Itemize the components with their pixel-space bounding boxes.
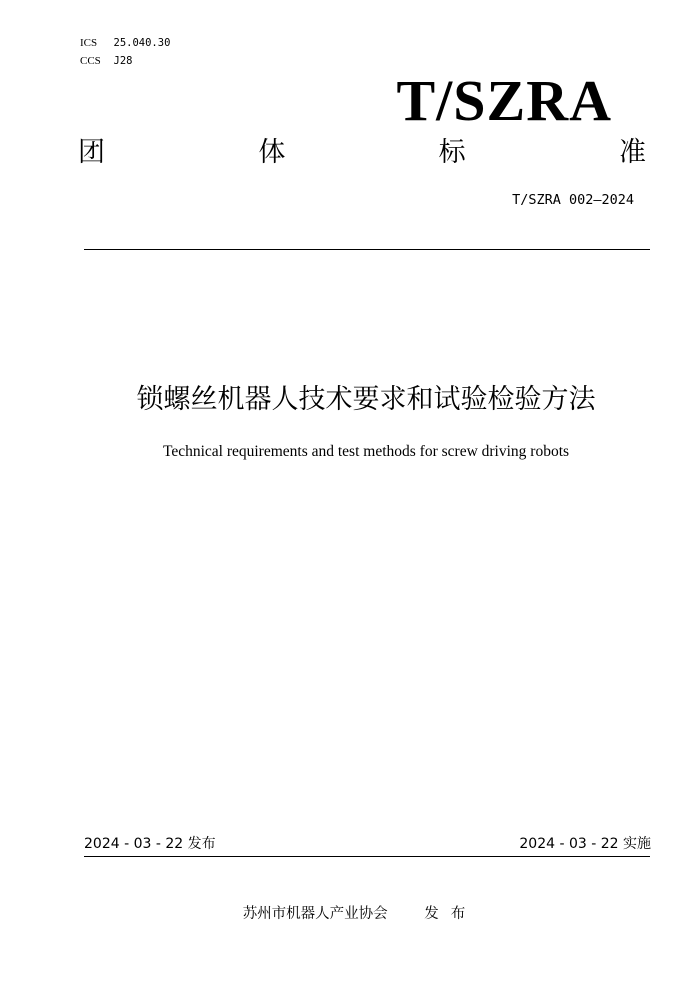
standard-type-heading [78,136,646,170]
issuer-action: 发布 [424,906,478,922]
standard-type-char: 体 [258,137,286,168]
ccs-value: J28 [113,55,133,67]
standard-code-logo: T/SZRA [396,68,612,133]
document-title-zh: 锁螺丝机器人技术要求和试验检验方法 [136,384,596,415]
ics-value: 25.040.30 [113,37,171,49]
issuer-name: 苏州市机器人产业协会 [242,906,388,922]
classification-block [80,34,170,70]
standard-type-char: 标 [438,137,466,168]
document-title-en: Technical requirements and test methods for screw driving robots [162,443,570,460]
issuer-line [150,904,570,924]
implement-date: 2024 - 03 - 22 实施 [519,836,651,852]
standard-number: T/SZRA 002—2024 [512,192,634,208]
top-divider [84,249,650,250]
standard-type-char: 团 [78,137,105,168]
ccs-label: CCS [80,55,101,67]
ics-label: ICS [80,37,98,49]
bottom-divider [84,856,650,857]
ccs-row [80,52,170,70]
publish-date: 2024 - 03 - 22 发布 [84,836,216,852]
ics-row [80,34,170,52]
standard-type-char: 准 [618,137,646,168]
